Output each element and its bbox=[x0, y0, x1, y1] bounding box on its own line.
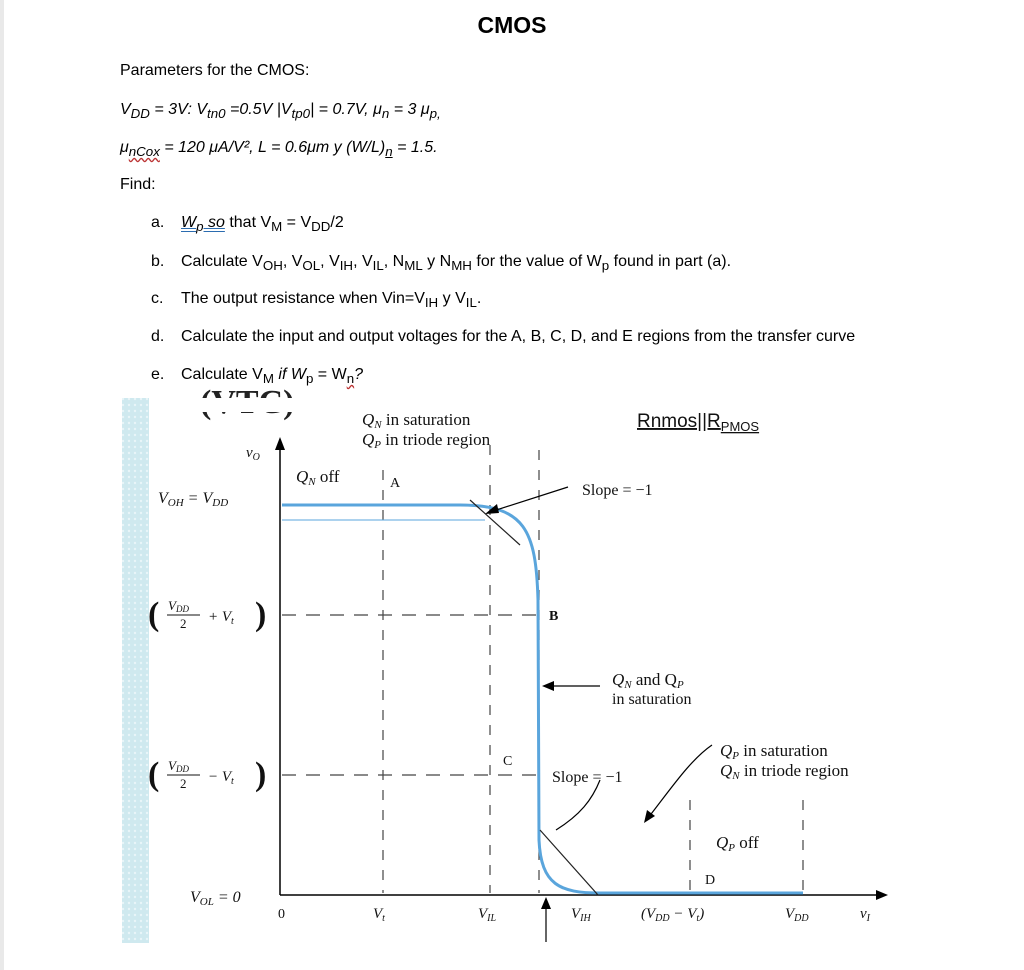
paren-close-upper: ) bbox=[255, 596, 267, 633]
x-tick-vddvt: $(V_{DD} - V_t)$ bbox=[641, 906, 705, 924]
item-c-letter: c. bbox=[151, 290, 164, 307]
tangent-bottom bbox=[540, 830, 598, 895]
qp-sat-line2: QN in triode region bbox=[720, 761, 849, 782]
paren-open-upper: ( bbox=[148, 596, 160, 633]
params-heading: Parameters for the CMOS: bbox=[120, 62, 310, 79]
point-c-label: C bbox=[503, 754, 513, 769]
voh-label: VOH = VDD bbox=[158, 490, 229, 509]
slope-top-arrow bbox=[490, 487, 568, 512]
plus-vt-label: + $V_t$ bbox=[208, 609, 234, 627]
origin-label: 0 bbox=[278, 907, 285, 922]
qp-sat-line1: QP in saturation bbox=[720, 741, 828, 762]
item-b-text: Calculate $V_{OH}$, $V_{OL}$, $V_{IH}$, $V_{IL}$, $N_{ML}$ y $N_{MH}$ for the value of $W_p$ found in part (a). bbox=[181, 253, 732, 274]
item-e-letter: e. bbox=[151, 366, 165, 383]
slope-bottom-arrow bbox=[556, 780, 600, 830]
find-heading: Find: bbox=[120, 176, 156, 193]
item-b-letter: b. bbox=[151, 253, 165, 270]
point-a-label: A bbox=[390, 476, 401, 491]
params-line-1: $V_{DD} = 3V$: $V_{tn0} =0.5V$ $|V_{tp0}| = 0.7V$, $\mu_n = 3$ $\mu_{p,}$ bbox=[120, 101, 441, 122]
item-a-letter: a. bbox=[151, 214, 165, 231]
qn-off-label: QN off bbox=[296, 467, 340, 488]
item-e-text: Calculate $V_M$ if $W_p = W_n$? bbox=[181, 366, 364, 387]
frac-den-lower: 2 bbox=[180, 776, 187, 791]
item-a-text: $W_p$ so that $V_M = V_{DD}/2$ bbox=[181, 214, 344, 235]
frac-den-upper: 2 bbox=[180, 616, 187, 631]
minus-vt-label: − $V_t$ bbox=[208, 769, 234, 787]
slope-bottom-label: Slope = −1 bbox=[552, 769, 623, 786]
item-d-letter: d. bbox=[151, 328, 165, 345]
x-tick-vil: $V_{IL}$ bbox=[478, 906, 497, 924]
point-d-label: D bbox=[705, 873, 716, 888]
page-title: CMOS bbox=[477, 12, 547, 38]
params-line-2: $\mu_{nCox} = 120$ μA/V², L = 0.6μm y $(W/L)_n = 1.5$. bbox=[120, 139, 438, 160]
x-axis-arrow-icon bbox=[876, 890, 888, 900]
x-tick-vdd: $V_{DD}$ bbox=[785, 906, 809, 924]
both-sat-line2: in saturation bbox=[612, 691, 692, 708]
x-tick-vih: $V_{IH}$ bbox=[571, 906, 591, 924]
both-sat-line1: QN and QP bbox=[612, 670, 684, 691]
ann-qn-saturation: QN in saturation bbox=[362, 410, 471, 431]
slope-top-label: Slope = −1 bbox=[582, 482, 653, 499]
ann-qp-triode: QP in triode region bbox=[362, 430, 491, 451]
rnmos-label: $Rnmos||R_{PMOS}$ bbox=[637, 411, 760, 434]
paren-open-lower: ( bbox=[148, 756, 160, 793]
x-tick-vt: $V_t$ bbox=[373, 906, 385, 924]
paren-close-lower: ) bbox=[255, 756, 267, 793]
frac-num-lower: VDD bbox=[168, 758, 189, 774]
frac-num-upper: VDD bbox=[168, 598, 189, 614]
y-axis-arrow-icon bbox=[275, 437, 285, 450]
x-axis-label: $v_I$ bbox=[860, 906, 871, 924]
vol-label: VOL = 0 bbox=[190, 889, 241, 908]
left-decorative-strip bbox=[122, 398, 149, 943]
item-d-text: Calculate the input and output voltages for the A, B, C, D, and E regions from the transfer curve bbox=[181, 328, 856, 345]
qp-sat-arrow bbox=[648, 745, 712, 818]
qp-off-label: QP off bbox=[716, 833, 759, 854]
vo-axis-label: $v_O$ bbox=[246, 445, 260, 463]
point-b-label: B bbox=[549, 609, 559, 624]
item-c-text: The output resistance when $Vin=V_{IH}$ y $V_{IL}$. bbox=[181, 290, 482, 311]
